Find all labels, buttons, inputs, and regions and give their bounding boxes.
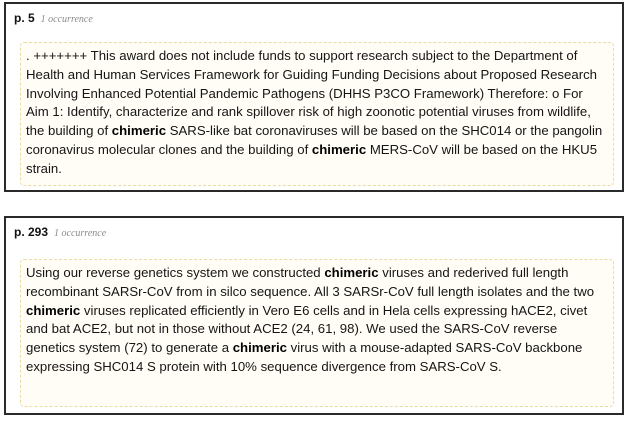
search-result-card xyxy=(4,2,624,192)
occurrence-count: 1 occurrence xyxy=(54,228,107,239)
result-header xyxy=(14,11,93,27)
snippet-text: SARS-like bat coronaviruses will be based on the SHC014 or the pangolin coronavirus molecular clones and the building of xyxy=(26,123,603,157)
search-term-highlight: chimeric xyxy=(311,141,367,157)
result-header xyxy=(14,225,106,241)
search-result-card xyxy=(4,216,624,415)
page-number-link[interactable]: p. 293 xyxy=(14,225,49,239)
search-term-highlight: chimeric xyxy=(232,340,287,356)
occurrence-count: 1 occurrence xyxy=(40,14,93,25)
snippet-text: . +++++++ This award does not include funds to support research subject to the Department of Health and Human Services Framework for Guiding Funding Decisions about Proposed Research Involving Enhanced Potential Pandemic Pathogens (DHHS P3CO Framework) Therefore: o For Aim 1: Identify, characterize and rank spillover risk of high zoonotic potential viruses from wildlife, the building of xyxy=(26,48,598,139)
snippet-text: virus with a mouse-adapted SARS-CoV backbone expressing SHC014 S protein with 10% sequence divergence from SARS-CoV S. xyxy=(26,340,583,374)
search-term-highlight: chimeric xyxy=(111,123,167,139)
text-snippet[interactable] xyxy=(20,259,614,407)
search-term-highlight: chimeric xyxy=(26,302,81,318)
search-term-highlight: chimeric xyxy=(324,265,379,280)
snippet-text: MERS-CoV will be based on the HKU5 strain. xyxy=(26,141,598,176)
snippet-text: viruses replicated efficiently in Vero E6 cells and in Hela cells expressing hACE2, civet and bat ACE2, but not in those without ACE2 (24, 61, 98). We used the SARS-CoV reverse genetics system (72) to generate a xyxy=(26,302,588,356)
text-snippet[interactable] xyxy=(20,42,614,186)
snippet-text: Using our reverse genetics system we constructed xyxy=(26,265,325,280)
page-number-link[interactable]: p. 5 xyxy=(14,11,35,25)
snippet-text: viruses and rederived full length recombinant SARSr-CoV from in silco sequence. All 3 SARSr-CoV full length isolates and the two xyxy=(26,265,595,299)
